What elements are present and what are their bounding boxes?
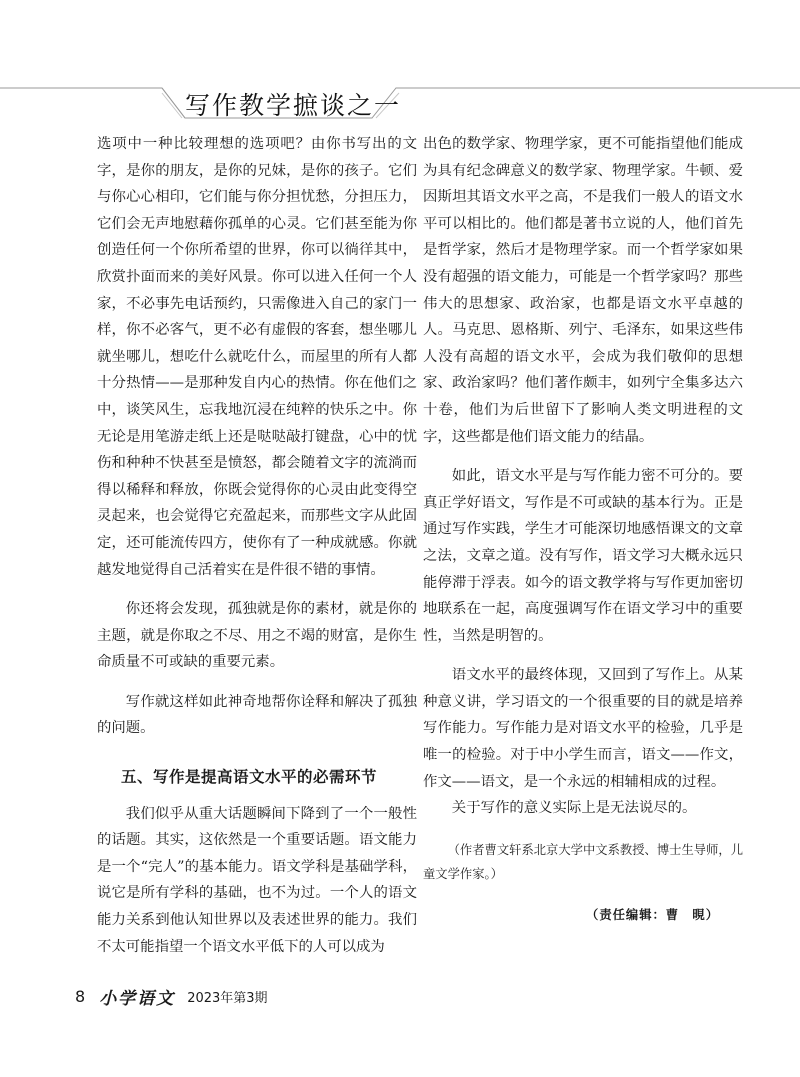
article-left-column (97, 131, 417, 960)
issue-label: 2023年第3期 (187, 990, 268, 1006)
page-footer (75, 982, 268, 1010)
editor-credit: （责任编辑：曹 晛） (586, 907, 719, 922)
column-title: 写作教学摭谈之一 (185, 91, 402, 120)
paragraph: 写作就这样如此神奇地帮你诠释和解决了孤独的问题。 (97, 693, 417, 737)
author-note: （作者曹文轩系北京大学中文系教授、博士生导师，儿童文学作家。） (423, 842, 743, 881)
page-number: 8 (75, 986, 86, 1006)
section-heading: 五、写作是提高语文水平的必需环节 (121, 768, 378, 787)
paragraph: 语文水平的最终体现，又回到了写作上。从某种意义讲，学习语文的一个很重要的目的就是培养写作能力。写作能力是对语文水平的检验，几乎是唯一的检验。对于中小学生而言，语文——作文，作文——语文，是一个永远的相辅相成的过程。 (423, 667, 743, 790)
magazine-logo: 小学语文 (99, 988, 176, 1009)
paragraph: 出色的数学家、物理学家，更不可能指望他们能成为具有纪念碑意义的数学家、物理学家。牛顿、爱因斯坦其语文水平之高，不是我们一般人的语文水平可以相比的。他们都是著书立说的人，他们首先是哲学家，然后才是物理学家。而一个哲学家如果没有超强的语文能力，可能是一个哲学家吗？那些伟大的思想家、政治家，也都是语文水平卓越的人。马克思、恩格斯、列宁、毛泽东，如果这些伟人没有高超的语文水平，会成为我们敬仰的思想家、政治家吗？他们著作颇丰，如列宁全集多达六十卷，他们为后世留下了影响人类文明进程的文字，这些都是他们语文能力的结晶。 (423, 136, 743, 445)
paragraph: 选项中一种比较理想的选项吧？由你书写出的文字，是你的朋友，是你的兄妹，是你的孩子。它们与你心心相印，它们能与你分担忧愁，分担压力，它们会无声地慰藉你孤单的心灵。它们甚至能为你创造任何一个你所希望的世界，你可以徜徉其中，欣赏扑面而来的美好风景。你可以进入任何一个人家，不必事先电话预约，只需像进入自己的家门一样，你不必客气，更不必有虚假的客套，想坐哪儿就坐哪儿，想吃什么就吃什么，而屋里的所有人都十分热情——是那种发自内心的热情。你在他们之中，谈笑风生，忘我地沉浸在纯粹的快乐之中。你无论是用笔游走纸上还是哒哒敲打键盘，心中的忧伤和种种不快甚至是愤怒，都会随着文字的流淌而得以稀释和释放，你既会觉得你的心灵由此变得空灵起来，也会觉得它充盈起来，而那些文字从此固定，还可能流传四方，使你有了一种成就感。你就越发地觉得自己活着实在是件很不错的事情。 (97, 136, 417, 578)
paragraph: 你还将会发现，孤独就是你的素材，就是你的主题，就是你取之不尽、用之不竭的财富，是你生命质量不可或缺的重要元素。 (97, 601, 417, 671)
article-right-column (423, 131, 743, 928)
paragraph: 如此，语文水平是与写作能力密不可分的。要真正学好语文，写作是不可或缺的基本行为。正是通过写作实践，学生才可能深切地感悟课文的文章之法，文章之道。没有写作，语文学习大概永远只能停滞于浮表。如今的语文教学将与写作更加密切地联系在一起，高度强调写作在语文学习中的重要性，当然是明智的。 (423, 468, 743, 644)
paragraph: 关于写作的意义实际上是无法说尽的。 (451, 800, 697, 817)
paragraph: 我们似乎从重大话题瞬间下降到了一个一般性的话题。其实，这依然是一个重要话题。语文能力是一个“完人”的基本能力。语文学科是基础学科，说它是所有学科的基础，也不为过。一个人的语文能力关系到他认知世界以及表述世界的能力。我们不太可能指望一个语文水平低下的人可以成为 (97, 805, 417, 955)
